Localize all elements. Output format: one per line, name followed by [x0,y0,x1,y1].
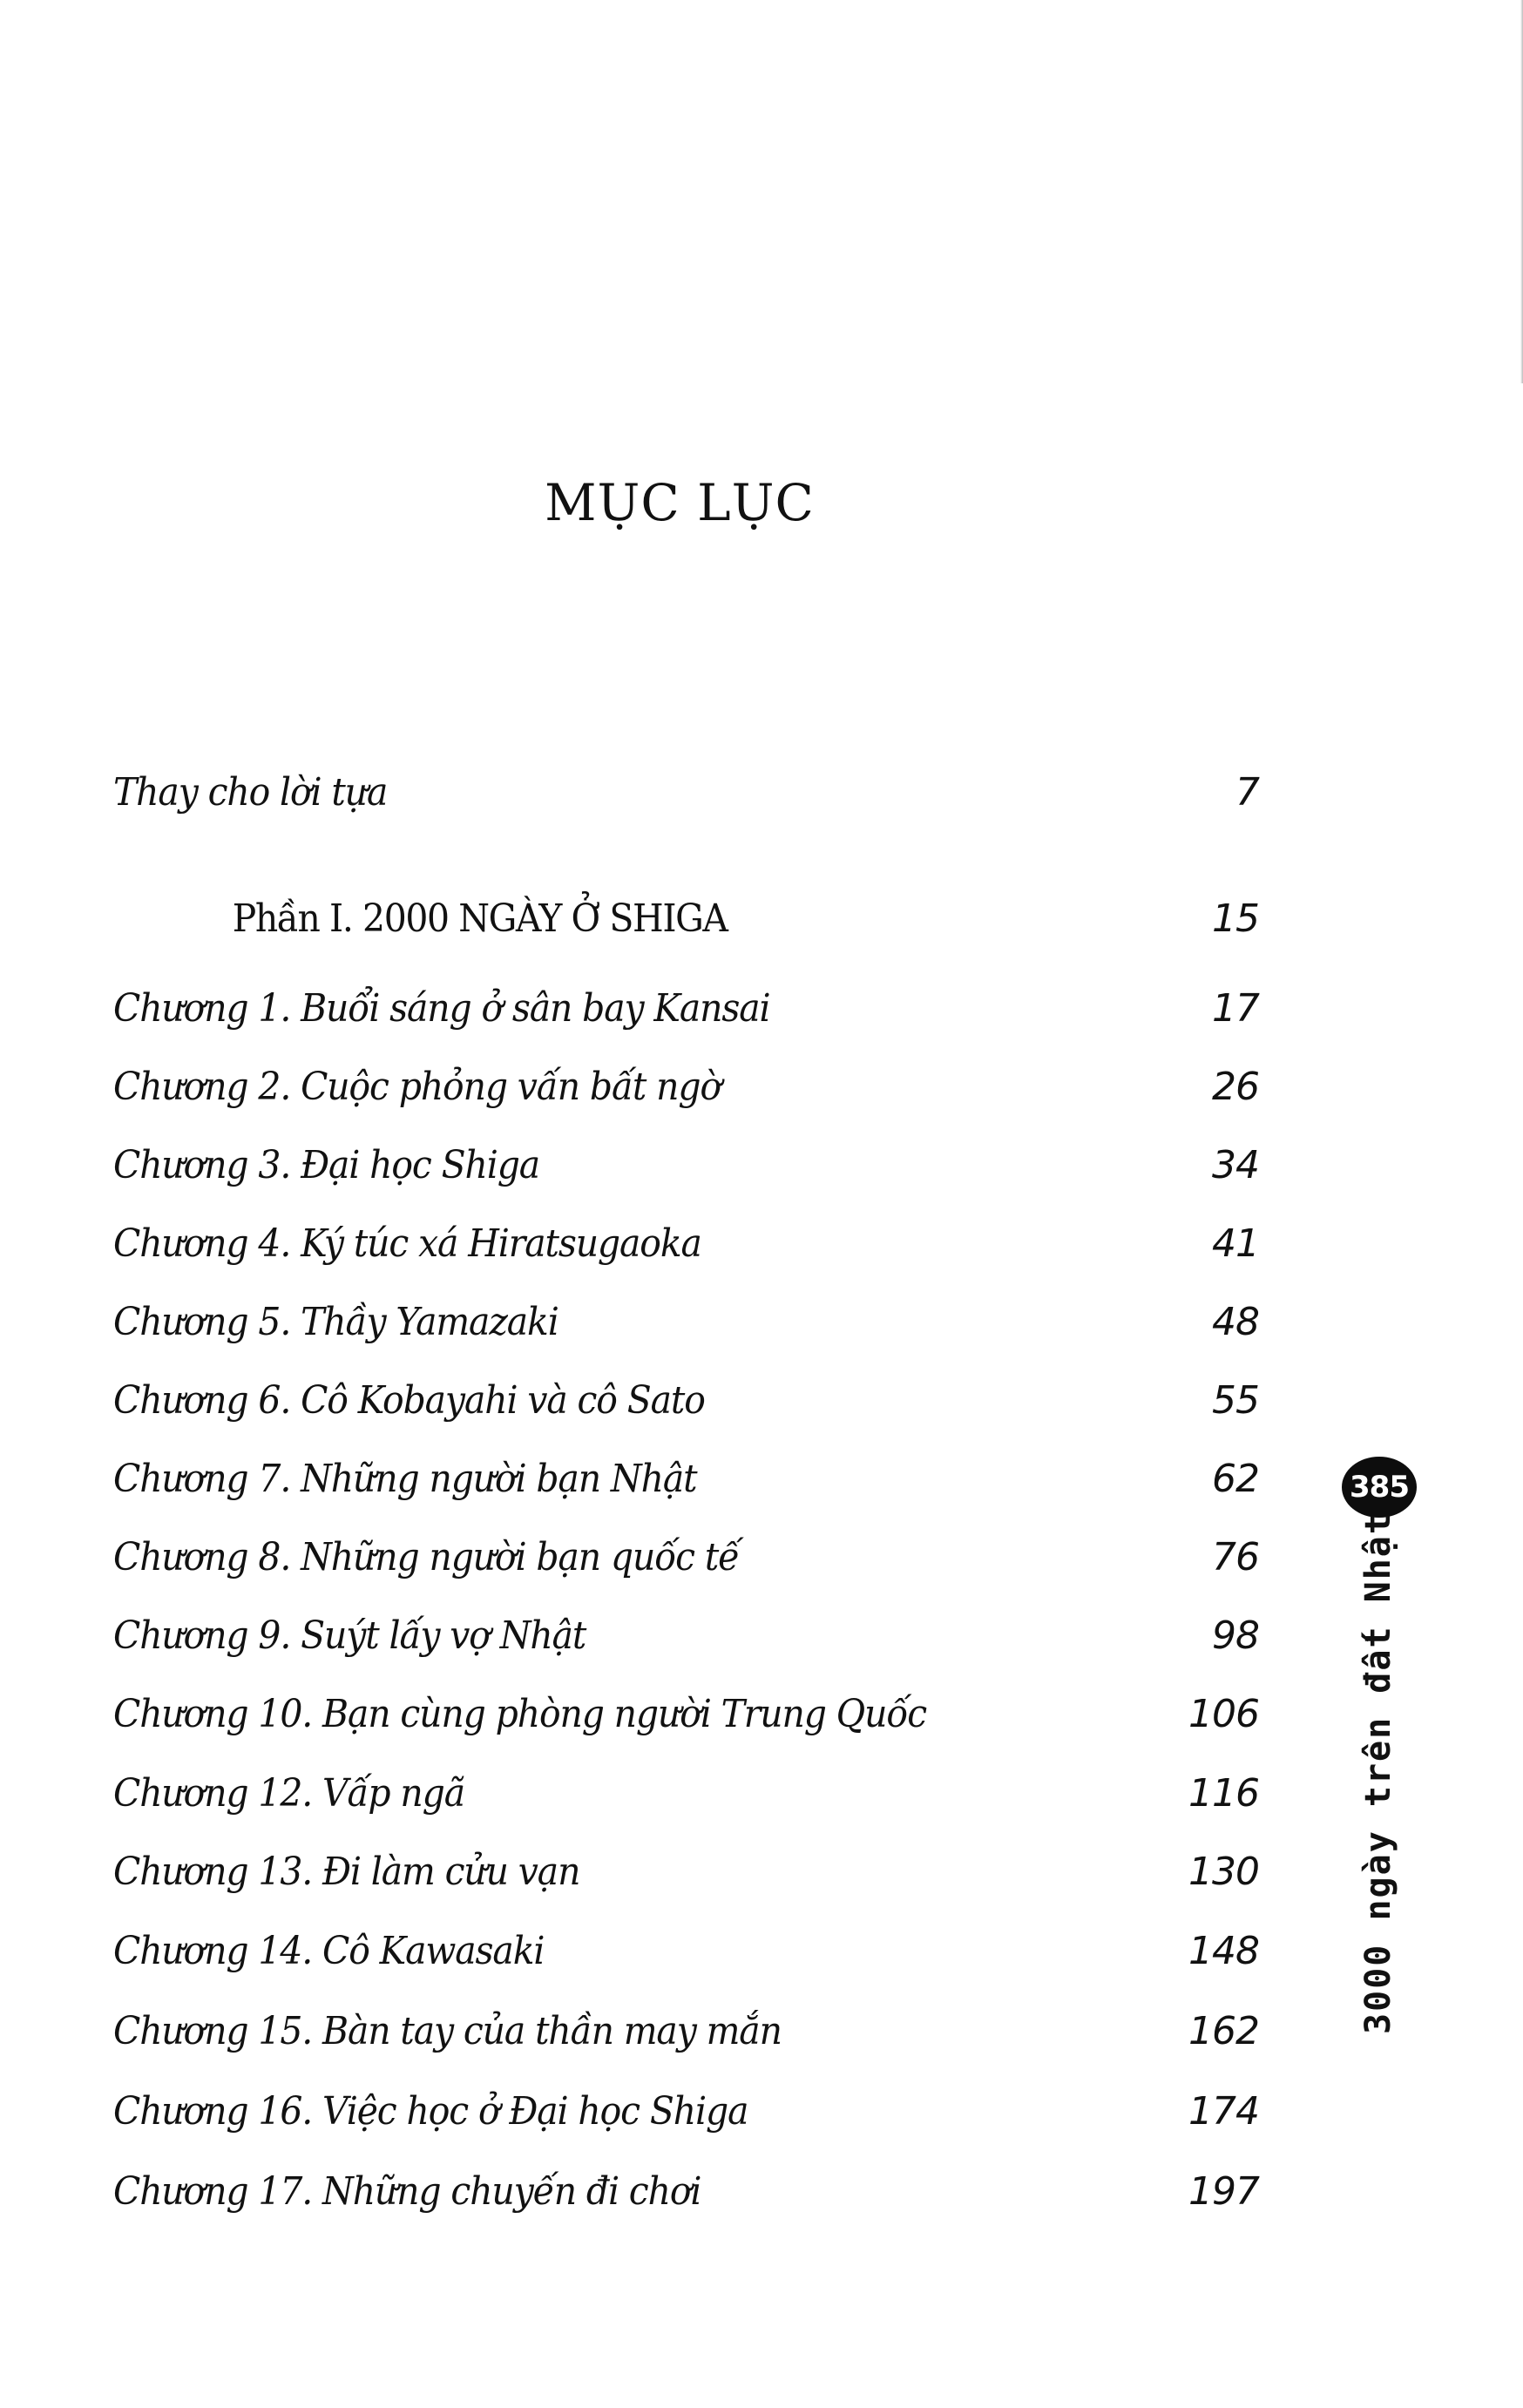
toc-entry-label: Chương 7. Những người bạn Nhật [113,1457,697,1501]
toc-entry-chapter-6[interactable] [113,1378,1259,1434]
toc-entry-label: Chương 17. Những chuyến đi chơi [113,2169,701,2214]
toc-entry-chapter-4[interactable] [113,1221,1259,1277]
toc-entry-page: 7 [1235,770,1259,815]
toc-entry-preface[interactable] [113,770,1259,826]
toc-entry-label: Chương 15. Bàn tay của thần may mắn [113,2009,782,2053]
page-title: MỤC LỤC [545,473,815,532]
toc-section-label: Phần I. 2000 NGÀY Ở SHIGA [232,896,728,941]
toc-entry-label: Chương 8. Những người bạn quốc tế [113,1535,740,1579]
toc-entry-chapter-9[interactable] [113,1613,1259,1669]
toc-entry-chapter-2[interactable] [113,1065,1259,1120]
toc-entry-label: Chương 1. Buổi sáng ở sân bay Kansai [113,986,770,1031]
toc-entry-label: Chương 9. Suýt lấy vợ Nhật [113,1613,586,1658]
toc-entry-label: Chương 5. Thầy Yamazaki [113,1300,558,1344]
toc-entry-label: Chương 16. Việc học ở Đại học Shiga [113,2089,748,2134]
toc-entry-chapter-1[interactable] [113,986,1259,1042]
toc-entry-label: Chương 3. Đại học Shiga [113,1143,540,1187]
toc-entry-chapter-15[interactable] [113,2009,1259,2065]
toc-entry-label: Thay cho lời tựa [113,770,388,815]
toc-entry-chapter-8[interactable] [113,1535,1259,1591]
toc-entry-chapter-17[interactable] [113,2169,1259,2225]
toc-entry-chapter-7[interactable] [113,1457,1259,1512]
toc-entry-label: Chương 4. Ký túc xá Hiratsugaoka [113,1221,701,1266]
toc-entry-page: 174 [1188,2089,1259,2134]
toc-entry-page: 55 [1212,1378,1259,1423]
toc-entry-label: Chương 12. Vấp ngã [113,1771,464,1816]
toc-entry-page: 17 [1212,986,1259,1031]
toc-entry-chapter-10[interactable] [113,1692,1259,1748]
toc-entry-page: 76 [1212,1535,1259,1579]
toc-entry-page: 34 [1212,1143,1259,1187]
page-number-badge: 385 [1342,1457,1417,1518]
toc-entry-page: 98 [1212,1613,1259,1658]
toc-section-heading[interactable] [113,896,1259,952]
toc-entry-chapter-3[interactable] [113,1143,1259,1199]
toc-entry-page: 197 [1188,2169,1259,2214]
toc-entry-chapter-16[interactable] [113,2089,1259,2145]
toc-entry-chapter-12[interactable] [113,1771,1259,1827]
toc-entry-page: 48 [1212,1300,1259,1344]
toc-entry-label: Chương 6. Cô Kobayahi và cô Sato [113,1378,705,1423]
toc-entry-page: 41 [1212,1221,1259,1266]
toc-entry-label: Chương 2. Cuộc phỏng vấn bất ngờ [113,1065,721,1109]
toc-entry-page: 106 [1188,1692,1259,1736]
running-title: 3000 ngày trên đất Nhật [1358,1512,1398,2034]
toc-entry-page: 130 [1188,1850,1259,1894]
toc-entry-chapter-5[interactable] [113,1300,1259,1356]
toc-entry-page: 62 [1212,1457,1259,1501]
toc-entry-page: 162 [1188,2009,1259,2053]
toc-entry-chapter-13[interactable] [113,1850,1259,1905]
toc-entry-label: Chương 13. Đi làm cửu vạn [113,1850,580,1894]
toc-entry-chapter-14[interactable] [113,1929,1259,1985]
toc-entry-page: 148 [1188,1929,1259,1973]
toc-entry-label: Chương 10. Bạn cùng phòng người Trung Quốc [113,1692,927,1736]
toc-entry-page: 15 [1212,896,1259,941]
toc-entry-page: 116 [1188,1771,1259,1816]
toc-entry-label: Chương 14. Cô Kawasaki [113,1929,545,1973]
toc-entry-page: 26 [1212,1065,1259,1109]
